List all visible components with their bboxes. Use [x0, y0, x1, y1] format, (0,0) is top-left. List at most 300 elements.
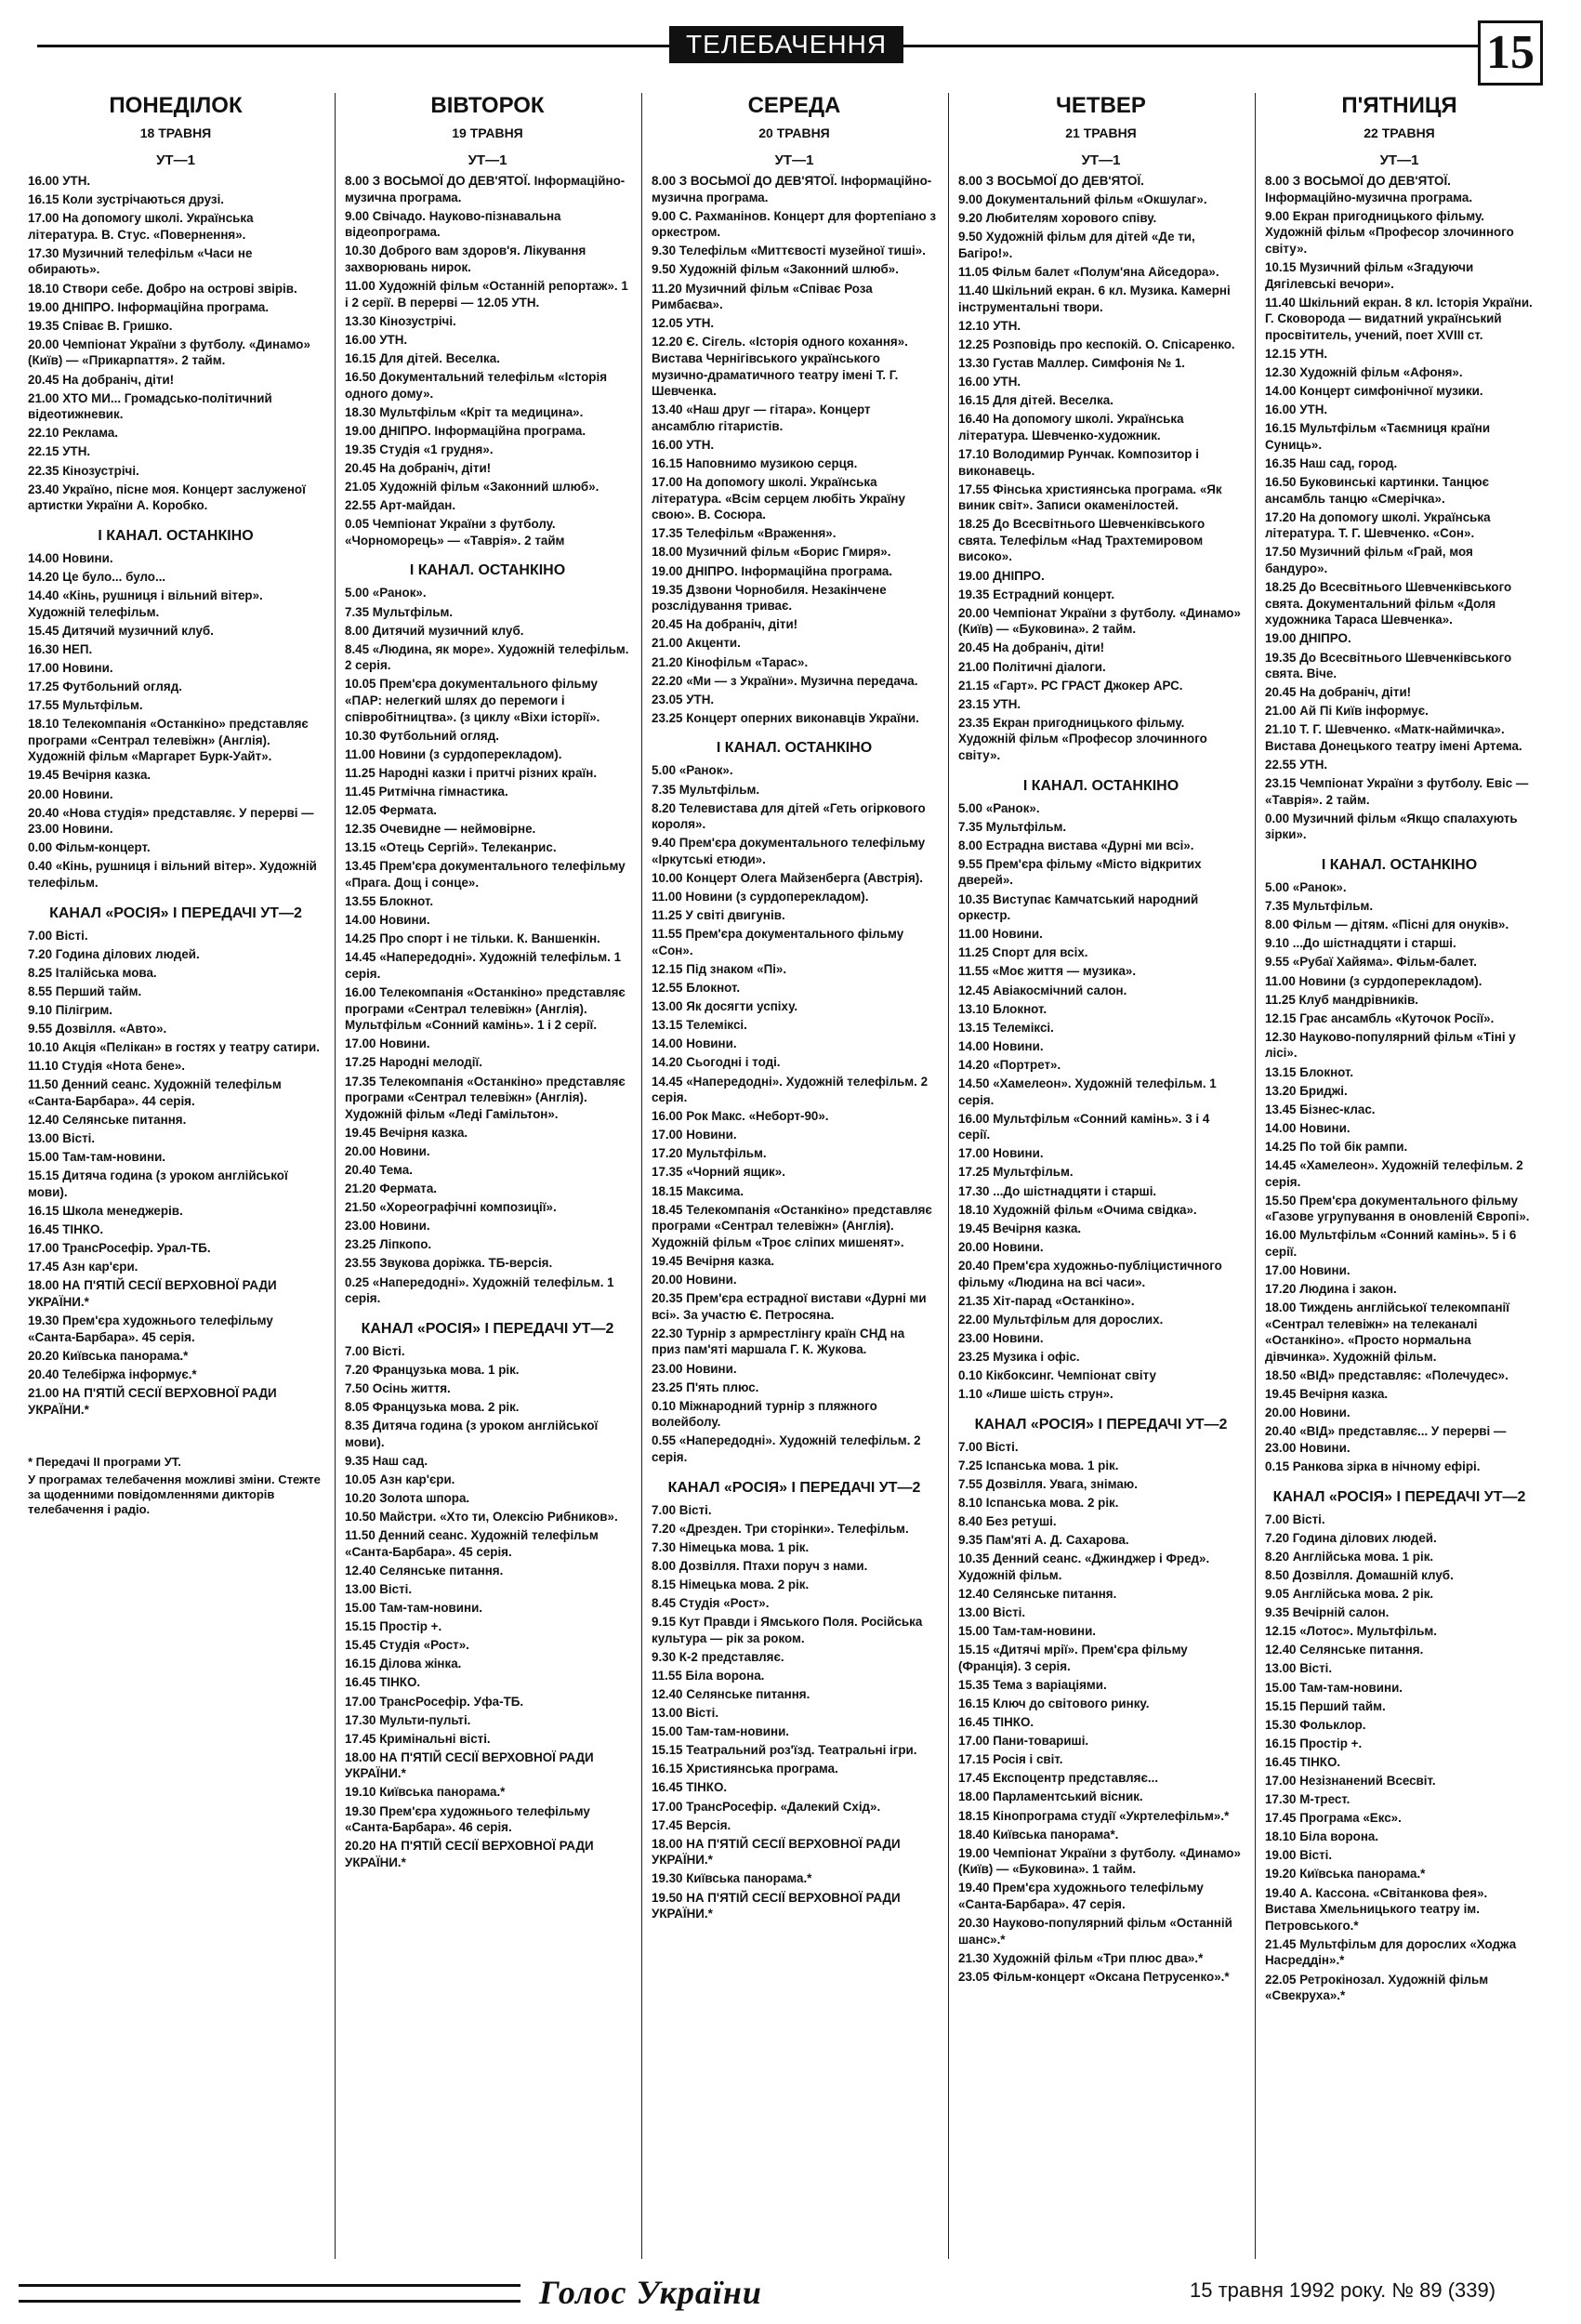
program-item: 22.35 Кінозустрічі.: [28, 463, 139, 478]
program-item: 16.15 Школа менеджерів.: [28, 1203, 183, 1218]
program-item: 22.55 Арт-майдан.: [345, 498, 456, 513]
program-item: 9.30 К-2 представляє.: [652, 1649, 784, 1664]
program-item: 12.40 Селянське питання.: [28, 1113, 187, 1127]
program-item: 17.00 ТрансРосефір. «Далекий Схід».: [652, 1799, 881, 1814]
program-item: 14.45 «Напередодні». Художній телефільм. 2 серія.: [652, 1074, 929, 1105]
program-item: 22.30 Турнір з армрестлінгу країн СНД на приз пам'яті маршала Г. К. Жукова.: [652, 1326, 905, 1357]
program-item: 16.45 ТІНКО.: [1265, 1754, 1341, 1769]
program-item: 11.40 Шкільний екран. 8 кл. Історія України. Г. Сковорода — видатний український просвітитель, учений, поет XVIII ст.: [1265, 295, 1533, 342]
program-item: 20.00 Новини.: [345, 1143, 430, 1158]
program-item: 21.15 «Гарт». РС ГРАСТ Джокер АРС.: [958, 678, 1183, 693]
program-item: 16.00 УТН.: [958, 375, 1021, 390]
program-item: 17.15 Росія і світ.: [958, 1752, 1063, 1767]
program-item: 17.00 ТрансРосефір. Уфа-ТБ.: [345, 1694, 524, 1709]
program-item: 10.00 Концерт Олега Майзенберга (Австрія).: [652, 870, 923, 885]
program-item: 16.15 Наповнимо музикою серця.: [652, 456, 858, 470]
program-item: 10.30 Футбольний огляд.: [345, 728, 499, 743]
program-item: 10.35 Виступає Камчатський народний оркестр.: [958, 891, 1199, 923]
program-item: 12.05 УТН.: [652, 316, 715, 331]
program-item: 9.35 Наш сад.: [345, 1453, 428, 1468]
program-item: 19.00 Вісті.: [1265, 1848, 1333, 1863]
program-item: 0.00 Музичний фільм «Якщо спалахують зірки».: [1265, 811, 1518, 842]
program-item: 9.30 Телефільм «Миттєвості музейної тиші».: [652, 244, 926, 258]
program-item: 17.20 Людина і закон.: [1265, 1282, 1397, 1297]
program-item: 19.00 ДНІПРО. Інформаційна програма.: [345, 423, 586, 438]
program-item: 19.30 Прем'єра художнього телефільму «Санта-Барбара». 45 серія.: [28, 1314, 273, 1344]
program-item: 19.00 Чемпіонат України з футболу. «Динамо» (Київ) — «Буковина». 1 тайм.: [958, 1845, 1241, 1877]
program-item: 21.00 Акценти.: [652, 636, 741, 651]
program-item: 21.05 Художній фільм «Законний шлюб».: [345, 480, 599, 495]
program-item: 12.40 Селянське питання.: [345, 1563, 504, 1578]
program-item: 0.25 «Напередодні». Художній телефільм. 1 серія.: [345, 1274, 614, 1306]
program-item: 11.20 Музичний фільм «Співає Роза Римбаєва».: [652, 281, 873, 312]
program-item: 18.10 Створи себе. Добро на острові звірів.: [28, 281, 297, 296]
program-item: 5.00 «Ранок».: [1265, 880, 1347, 895]
program-item: 8.00 З ВОСЬМОЇ ДО ДЕВ'ЯТОЇ. Інформаційно-музична програма.: [1265, 174, 1473, 205]
program-item: 17.55 Мультфільм.: [28, 698, 143, 713]
program-item: 23.25 П'ять плюс.: [652, 1380, 759, 1394]
program-item: 18.00 Парламентський вісник.: [958, 1789, 1143, 1804]
program-item: 23.25 Концерт оперних виконавців України.: [652, 710, 919, 725]
program-item: 22.55 УТН.: [1265, 758, 1328, 772]
program-item: 19.40 Прем'єра художнього телефільму «Санта-Барбара». 47 серія.: [958, 1881, 1204, 1912]
program-item: 9.05 Англійська мова. 2 рік.: [1265, 1587, 1434, 1602]
program-item: 15.45 Студія «Рост».: [345, 1638, 469, 1653]
program-item: 17.50 Музичний фільм «Грай, моя бандуро».: [1265, 545, 1473, 576]
program-item: 22.05 Ретрокінозал. Художній фільм «Свекруха».*: [1265, 1972, 1489, 2003]
program-item: 20.35 Прем'єра естрадної вистави «Дурні ми всі». За участю Є. Петросяна.: [652, 1291, 927, 1322]
program-item: 13.45 Прем'єра документального телефільму «Прага. Дощ і сонце».: [345, 859, 626, 890]
program-item: 18.15 Максима.: [652, 1183, 744, 1198]
program-item: 5.00 «Ранок».: [958, 800, 1040, 815]
program-item: 8.55 Перший тайм.: [28, 984, 142, 998]
program-item: 21.00 ХТО МИ... Громадсько-політичний відеотижневик.: [28, 390, 272, 422]
program-item: 9.50 Художній фільм для дітей «Де ти, Багірo!».: [958, 230, 1195, 260]
program-item: 10.30 Доброго вам здоров'я. Лікування захворювань нирок.: [345, 244, 586, 274]
channel-heading: І КАНАЛ. ОСТАНКІНО: [98, 527, 254, 544]
program-item: 17.30 Мульти-пульті.: [345, 1712, 471, 1727]
program-item: 7.00 Вісті.: [958, 1439, 1019, 1454]
program-item: 0.40 «Кінь, рушниця і вільний вітер». Художній телефільм.: [28, 859, 317, 890]
program-item: 16.15 Ділова жінка.: [345, 1657, 462, 1671]
program-item: 0.05 Чемпіонат України з футболу. «Чорноморець» — «Таврія». 2 тайм: [345, 517, 565, 548]
program-item: 19.35 Співає В. Гришко.: [28, 318, 173, 333]
day-heading: СЕРЕДА: [747, 93, 841, 118]
program-item: 18.25 До Всесвітнього Шевченківського свята. Телефільм «Над Трахтемировом високо».: [958, 517, 1206, 564]
program-item: 13.15 «Отець Сергій». Телеканрис.: [345, 840, 557, 855]
program-item: 13.20 Бриджі.: [1265, 1083, 1348, 1098]
program-item: 5.00 «Ранок».: [345, 586, 427, 601]
footer-rule-left: [19, 2284, 520, 2303]
program-item: 23.25 Музика і офіс.: [958, 1349, 1080, 1364]
program-item: 11.00 Новини.: [958, 927, 1043, 942]
day-column: [335, 93, 630, 2259]
program-item: 19.00 ДНІПРО.: [1265, 631, 1351, 646]
program-item: 16.50 Буковинські картинки. Танцює ансамбль танцю «Смерічка».: [1265, 475, 1490, 506]
program-item: 7.35 Мультфільм.: [652, 782, 760, 797]
program-item: 11.45 Ритмічна гімнастика.: [345, 785, 508, 799]
program-item: 12.05 Фермата.: [345, 803, 438, 818]
channel-heading: І КАНАЛ. ОСТАНКІНО: [409, 562, 566, 579]
program-item: 13.30 Густав Маллер. Симфонія № 1.: [958, 355, 1186, 370]
program-item: 11.40 Шкільний екран. 6 кл. Музика. Камерні інструментальні твори.: [958, 284, 1231, 314]
program-item: 12.40 Селянське питання.: [958, 1586, 1117, 1601]
program-item: 23.05 Фільм-концерт «Оксана Петрусенко».*: [958, 1969, 1230, 1984]
program-item: 20.45 На добраніч, діти!: [958, 640, 1105, 655]
program-item: 16.40 На допомогу школі. Українська література. Шевченко-художник.: [958, 412, 1184, 442]
program-item: 20.40 Тема.: [345, 1162, 413, 1177]
program-item: 20.40 Телебіржа інформує.*: [28, 1367, 197, 1381]
program-item: 8.00 Фільм — дітям. «Пісні для онуків».: [1265, 918, 1509, 932]
program-item: 12.40 Селянське питання.: [652, 1687, 810, 1701]
program-item: 12.25 Розповідь про кеспокій. О. Спісаренко.: [958, 337, 1235, 351]
program-item: 18.50 «ВІД» представляє: «Полечудес».: [1265, 1368, 1509, 1383]
program-item: 10.35 Денний сеанс. «Джинджер і Фред». Художній фільм.: [958, 1552, 1210, 1582]
program-item: 8.35 Дитяча година (з уроком англійської мови).: [345, 1419, 599, 1449]
issue-info: 15 травня 1992 року. № 89 (339): [1190, 2278, 1496, 2302]
program-item: 8.15 Німецька мова. 2 рік.: [652, 1577, 810, 1591]
channel-heading: УТ—1: [1081, 152, 1121, 168]
program-item: 16.00 Мультфільм «Сонний камінь». 5 і 6 серії.: [1265, 1228, 1517, 1259]
day-heading: П'ЯТНИЦЯ: [1341, 93, 1457, 118]
program-item: 18.00 Тиждень англійської телекомпанії «Сентрал телевіжн» на телеканалі «Останкіно». «Просто нормальна дівчинка». Художній фільм.: [1265, 1301, 1510, 1364]
program-item: 21.20 Кінофільм «Тарас».: [652, 654, 809, 669]
program-item: 14.45 «Напередодні». Художній телефільм. 1 серія.: [345, 950, 622, 981]
program-item: 19.45 Вечірня казка.: [28, 768, 152, 783]
program-item: 20.40 «ВІД» представляє... У перерві — 23.00 Новини.: [1265, 1424, 1507, 1455]
program-item: 13.40 «Наш друг — гітара». Концерт ансамблю гітаристів.: [652, 403, 871, 433]
program-item: 16.15 Ключ до світового ринку.: [958, 1697, 1150, 1710]
program-item: 17.35 Телефільм «Враження».: [652, 526, 837, 541]
program-item: 12.55 Блокнот.: [652, 981, 741, 996]
program-item: 13.55 Блокнот.: [345, 894, 434, 909]
day-column: [641, 93, 937, 2259]
program-item: 8.40 Без ретуші.: [958, 1514, 1057, 1529]
program-item: 16.15 Для дітей. Веселка.: [345, 350, 500, 365]
program-item: 18.00 НА П'ЯТІЙ СЕСІЇ ВЕРХОВНОЇ РАДИ УКРАЇНИ.*: [28, 1278, 277, 1309]
program-item: 19.45 Вечірня казка.: [958, 1221, 1082, 1235]
program-item: 14.00 Новини.: [345, 913, 430, 928]
tv-schedule: [28, 93, 1534, 2259]
program-item: 1.10 «Лише шість струн».: [958, 1387, 1113, 1402]
program-item: 14.20 «Портрет».: [958, 1057, 1061, 1072]
program-item: 15.15 Перший тайм.: [1265, 1698, 1386, 1713]
program-item: 11.55 Прем'єра документального фільму «Сон».: [652, 927, 904, 957]
program-item: 16.00 УТН.: [652, 437, 715, 452]
program-item: 5.00 «Ранок».: [652, 763, 733, 778]
day-date: 18 ТРАВНЯ: [139, 125, 212, 140]
program-item: 9.40 Прем'єра документального телефільму «Іркутські етюди».: [652, 836, 926, 866]
program-item: 16.45 ТІНКО.: [652, 1780, 728, 1795]
day-date: 22 ТРАВНЯ: [1364, 125, 1435, 140]
program-item: 13.15 Телеміксі.: [652, 1018, 747, 1033]
day-date: 20 ТРАВНЯ: [758, 125, 830, 140]
program-item: 16.15 Християнська програма.: [652, 1762, 838, 1776]
program-item: 8.00 Естрадна вистава «Дурні ми всі».: [958, 838, 1194, 852]
program-item: 15.00 Там-там-новини.: [652, 1724, 790, 1739]
program-item: 11.05 Фільм балет «Полум'яна Айседора».: [958, 264, 1219, 279]
day-date: 19 ТРАВНЯ: [452, 125, 523, 140]
program-item: 17.10 Володимир Рунчак. Композитор і виконавець.: [958, 446, 1199, 478]
program-item: 13.00 Вісті.: [28, 1131, 96, 1146]
program-item: 20.00 Чемпіонат України з футболу. «Динамо» (Київ) — «Прикарпаття». 2 тайм.: [28, 337, 310, 368]
program-item: 11.00 Новини (з сурдоперекладом).: [1265, 973, 1482, 988]
program-item: 11.00 Художній фільм «Останній репортаж». 1 і 2 серії. В перерві — 12.05 УТН.: [345, 279, 628, 310]
program-item: 17.45 Експоцентр представляє...: [958, 1771, 1159, 1786]
program-item: 21.20 Фермата.: [345, 1182, 438, 1196]
program-item: 18.30 Мультфільм «Кріт та медицина».: [345, 404, 584, 419]
program-item: 14.25 Про спорт і не тільки. К. Ваншенкін.: [345, 931, 600, 946]
program-item: 9.00 С. Рахманінов. Концерт для фортепіано з оркестром.: [652, 208, 937, 240]
program-item: 9.20 Любителям хорового співу.: [958, 211, 1157, 226]
program-item: 18.00 НА П'ЯТІЙ СЕСІЇ ВЕРХОВНОЇ РАДИ УКРАЇНИ.*: [652, 1836, 901, 1868]
program-item: 22.15 УТН.: [28, 444, 91, 459]
program-item: 14.20 Сьогодні і тоді.: [652, 1055, 781, 1070]
program-item: 21.00 НА П'ЯТІЙ СЕСІЇ ВЕРХОВНОЇ РАДИ УКРАЇНИ.*: [28, 1385, 277, 1417]
program-item: 7.00 Вісті.: [1265, 1512, 1325, 1526]
program-item: 17.35 «Чорний ящик».: [652, 1165, 785, 1180]
program-item: 18.25 До Всесвітнього Шевченківського свята. Документальний фільм «Доля художника Тараса Шевченка».: [1265, 580, 1512, 627]
day-column: [1255, 93, 1534, 2259]
program-item: 10.50 Майстри. «Хто ти, Олексію Рибников».: [345, 1510, 618, 1525]
program-item: 23.00 Новини.: [958, 1330, 1044, 1345]
program-item: 16.15 Для дітей. Веселка.: [958, 393, 1113, 408]
program-item: 9.10 Пілігрим.: [28, 1002, 112, 1017]
program-item: 20.45 На добраніч, діти!: [1265, 685, 1412, 700]
program-item: 15.45 Дитячий музичний клуб.: [28, 623, 214, 638]
program-item: 20.30 Науково-популярний фільм «Останній шанс».*: [958, 1916, 1232, 1947]
program-item: 0.15 Ранкова зірка в нічному ефірі.: [1265, 1459, 1481, 1474]
program-item: 21.00 Політичні діалоги.: [958, 659, 1106, 674]
channel-heading: УТ—1: [156, 152, 195, 168]
program-item: 7.00 Вісті.: [28, 928, 88, 943]
program-item: 7.00 Вісті.: [345, 1343, 405, 1358]
program-item: 9.55 «Рубаї Хайяма». Фільм-балет.: [1265, 955, 1477, 970]
program-item: 9.55 Прем'єра фільму «Місто відкритих дверей».: [958, 856, 1202, 888]
program-item: 12.15 Грає ансамбль «Куточок Росії».: [1265, 1010, 1495, 1025]
program-item: 8.00 З ВОСЬМОЇ ДО ДЕВ'ЯТОЇ.: [958, 174, 1144, 188]
program-item: 17.30 ...До шістнадцяти і старші.: [958, 1183, 1157, 1198]
program-item: 8.20 Англійська мова. 1 рік.: [1265, 1549, 1434, 1564]
program-item: 20.00 Новини.: [958, 1239, 1044, 1254]
program-item: 20.40 «Нова студія» представляє. У перерві — 23.00 Новини.: [28, 805, 314, 837]
program-item: 22.20 «Ми — з України». Музична передача.: [652, 673, 918, 688]
channel-heading: УТ—1: [774, 152, 814, 168]
program-item: 17.00 Новини.: [652, 1128, 737, 1142]
program-item: 17.25 Народні мелодії.: [345, 1055, 482, 1070]
day-date: 21 ТРАВНЯ: [1065, 125, 1137, 140]
program-item: 13.00 Вісті.: [345, 1581, 413, 1596]
channel-heading: І КАНАЛ. ОСТАНКІНО: [1321, 857, 1478, 874]
program-item: 16.00 Мультфільм «Сонний камінь». 3 і 4 серії.: [958, 1111, 1210, 1142]
program-item: 7.00 Вісті.: [652, 1502, 712, 1517]
program-item: 10.15 Музичний фільм «Згадуючи Дягілевські вечори».: [1265, 259, 1474, 291]
program-item: 12.30 Художній фільм «Афоня».: [1265, 365, 1463, 380]
program-item: 7.35 Мультфільм.: [345, 604, 454, 619]
program-item: 10.05 Азн кар'єри.: [345, 1472, 455, 1486]
program-item: 20.45 На добраніч, діти!: [345, 461, 492, 475]
page-header: [37, 26, 1543, 79]
program-item: 11.25 Клуб мандрівників.: [1265, 992, 1419, 1007]
program-item: 16.00 Телекомпанія «Останкіно» представляє програми «Сентрал телевіжн» (Англія). Мультфільм «Сонний камінь». 1 і 2 серії.: [345, 985, 626, 1033]
program-item: 10.10 Акція «Пелікан» в гостях у театру сатири.: [28, 1040, 320, 1055]
program-item: 7.35 Мультфільм.: [958, 819, 1067, 834]
program-item: 0.55 «Напередодні». Художній телефільм. 2 серія.: [652, 1433, 921, 1464]
program-item: 20.00 Новини.: [1265, 1406, 1350, 1420]
channel-heading: КАНАЛ «РОСІЯ» І ПЕРЕДАЧІ УТ—2: [974, 1416, 1228, 1433]
program-item: 7.35 Мультфільм.: [1265, 899, 1374, 914]
program-item: 8.10 Іспанська мова. 2 рік.: [958, 1495, 1119, 1510]
page-number: 15: [1478, 20, 1543, 86]
program-item: 12.15 УТН.: [1265, 346, 1328, 361]
program-item: 20.00 Новини.: [652, 1273, 737, 1287]
program-item: 17.00 Незізнанений Всесвіт.: [1265, 1773, 1436, 1788]
footnote: У програмах телебачення можливі зміни. Стежте за щоденними повідомленнями дикторів телебачення і радіо.: [28, 1472, 321, 1516]
channel-heading: КАНАЛ «РОСІЯ» І ПЕРЕДАЧІ УТ—2: [49, 905, 302, 921]
program-item: 18.40 Київська панорама*.: [958, 1827, 1119, 1842]
program-item: 17.30 Музичний телефільм «Часи не обирають».: [28, 245, 253, 277]
program-item: 13.45 Бізнес-клас.: [1265, 1102, 1376, 1116]
program-item: 11.00 Новини (з сурдоперекладом).: [652, 890, 869, 905]
program-item: 13.30 Кінозустрічі.: [345, 313, 456, 328]
channel-heading: КАНАЛ «РОСІЯ» І ПЕРЕДАЧІ УТ—2: [667, 1479, 921, 1496]
program-item: 8.00 З ВОСЬМОЇ ДО ДЕВ'ЯТОЇ. Інформаційно-музична програма.: [345, 174, 626, 205]
program-item: 16.15 Мультфільм «Таємниця країни Суниць».: [1265, 421, 1491, 452]
program-item: 7.25 Іспанська мова. 1 рік.: [958, 1458, 1119, 1472]
program-item: 17.55 Фінська християнська програма. «Як виник світ». Записи окаменілостей.: [958, 482, 1222, 513]
program-item: 19.45 Вечірня казка.: [652, 1253, 775, 1268]
program-item: 21.45 Мультфільм для дорослих «Ходжа Насреддін».*: [1265, 1936, 1517, 1968]
program-item: 19.30 Прем'єра художнього телефільму «Санта-Барбара». 46 серія.: [345, 1803, 590, 1835]
program-item: 11.50 Денний сеанс. Художній телефільм «Санта-Барбара». 44 серія.: [28, 1077, 282, 1108]
program-item: 7.20 Година ділових людей.: [1265, 1530, 1437, 1545]
program-item: 12.40 Селянське питання.: [1265, 1643, 1424, 1657]
program-item: 16.45 ТІНКО.: [345, 1675, 421, 1690]
program-item: 17.25 Футбольний огляд.: [28, 679, 182, 693]
program-item: 8.45 «Людина, як море». Художній телефільм. 2 серія.: [345, 641, 629, 673]
program-item: 8.00 Дозвілля. Птахи поруч з нами.: [652, 1558, 868, 1573]
program-item: 17.25 Мультфільм.: [958, 1165, 1074, 1180]
program-item: 17.00 На допомогу школі. Українська література. В. Стус. «Повернення».: [28, 211, 254, 242]
program-item: 15.15 Дитяча година (з уроком англійської мови).: [28, 1169, 288, 1199]
channel-heading: І КАНАЛ. ОСТАНКІНО: [716, 740, 873, 757]
program-item: 17.00 ТрансРосефір. Урал-ТБ.: [28, 1241, 211, 1256]
program-item: 15.35 Тема з варіаціями.: [958, 1677, 1107, 1692]
program-item: 9.00 Документальний фільм «Окшулаг».: [958, 192, 1207, 207]
program-item: 11.25 Народні казки і притчі різних країн.: [345, 765, 598, 780]
channel-heading: І КАНАЛ. ОСТАНКІНО: [1022, 777, 1179, 794]
program-item: 17.00 На допомогу школі. Українська література. «Всім серцем любіть Україну свою». В. Сосюра.: [652, 475, 905, 522]
program-item: 16.15 Простір +.: [1265, 1736, 1363, 1750]
program-item: 13.00 Вісті.: [652, 1706, 719, 1721]
program-item: 12.10 УТН.: [958, 318, 1021, 333]
program-item: 14.00 Новини.: [28, 550, 113, 565]
newspaper-masthead: Голос України: [539, 2274, 762, 2311]
program-item: 16.00 УТН.: [28, 174, 91, 188]
program-item: 14.00 Новини.: [1265, 1120, 1350, 1135]
program-item: 17.00 Новини.: [345, 1037, 430, 1051]
program-item: 13.10 Блокнот.: [958, 1001, 1047, 1016]
program-item: 7.55 Дозвілля. Увага, знімаю.: [958, 1476, 1138, 1491]
program-item: 7.50 Осінь життя.: [345, 1380, 451, 1395]
program-item: 17.00 Новини.: [958, 1146, 1044, 1161]
program-item: 9.35 Пам'яті А. Д. Сахарова.: [958, 1533, 1129, 1548]
program-item: 15.00 Там-там-новини.: [958, 1624, 1097, 1639]
program-item: 14.00 Новини.: [652, 1037, 737, 1051]
program-item: 23.00 Новини.: [345, 1219, 430, 1234]
program-item: 22.10 Реклама.: [28, 426, 118, 441]
program-item: 20.00 Чемпіонат України з футболу. «Динамо» (Київ) — «Буковина». 2 тайм.: [958, 605, 1241, 637]
program-item: 17.35 Телекомпанія «Останкіно» представляє програми «Сентрал телевіжн» (Англія). Художній фільм «Леді Гамільтон».: [345, 1074, 626, 1121]
program-item: 17.20 Мультфільм.: [652, 1146, 767, 1161]
program-item: 12.30 Науково-популярний фільм «Тіні у лісі».: [1265, 1029, 1516, 1061]
program-item: 17.00 Пани-товариші.: [958, 1734, 1089, 1749]
program-item: 18.10 Художній фільм «Очима свідка».: [958, 1202, 1197, 1217]
program-item: 11.55 Біла ворона.: [652, 1668, 765, 1683]
program-item: 19.45 Вечірня казка.: [1265, 1387, 1389, 1402]
program-item: 8.00 З ВОСЬМОЇ ДО ДЕВ'ЯТОЇ. Інформаційно-музична програма.: [652, 174, 932, 205]
program-item: 15.00 Там-там-новини.: [28, 1150, 166, 1165]
program-item: 19.00 ДНІПРО.: [958, 568, 1045, 583]
program-item: 8.05 Французька мова. 2 рік.: [345, 1400, 520, 1414]
program-item: 16.35 Наш сад, город.: [1265, 456, 1398, 470]
program-item: 21.35 Хіт-парад «Останкіно».: [958, 1293, 1135, 1308]
program-item: 11.50 Денний сеанс. Художній телефільм «Санта-Барбара». 45 серія.: [345, 1528, 599, 1559]
program-item: 18.00 Музичний фільм «Борис Гмиря».: [652, 545, 891, 560]
program-item: 17.45 Кримінальні вісті.: [345, 1731, 491, 1746]
program-item: 17.45 Азн кар'єри.: [28, 1260, 138, 1274]
program-item: 9.15 Кут Правди і Ямського Поля. Російська культура — рік за роком.: [652, 1615, 923, 1645]
program-item: 14.50 «Хамелеон». Художній телефільм. 1 серія.: [958, 1076, 1217, 1107]
day-column: [28, 93, 323, 2259]
program-item: 20.20 Київська панорама.*: [28, 1348, 189, 1363]
program-item: 11.25 У світі двигунів.: [652, 908, 785, 923]
program-item: 10.20 Золота шпора.: [345, 1490, 470, 1505]
program-item: 22.00 Мультфільм для дорослих.: [958, 1312, 1164, 1327]
footnote: * Передачі II програми УТ.: [28, 1455, 181, 1470]
program-item: 21.50 «Хореографічні композиції».: [345, 1200, 557, 1215]
program-item: 15.15 Театральний роз'їзд. Театральні ігри.: [652, 1743, 917, 1758]
program-item: 23.55 Звукова доріжка. ТБ-версія.: [345, 1256, 553, 1271]
program-item: 16.30 НЕП.: [28, 641, 93, 656]
program-item: 0.10 Кікбоксинг. Чемпіонат світу: [958, 1368, 1156, 1382]
program-item: 8.25 Італійська мова.: [28, 965, 157, 980]
program-item: 20.45 На добраніч, діти!: [28, 372, 175, 387]
program-item: 19.20 Київська панорама.*: [1265, 1867, 1426, 1882]
program-item: 20.40 Прем'єра художньо-публіцистичного фільму «Людина на всі часи».: [958, 1258, 1222, 1289]
program-item: 15.00 Там-там-новини.: [345, 1601, 483, 1616]
program-item: 13.00 Вісті.: [958, 1605, 1026, 1620]
program-item: 0.10 Міжнародний турнір з пляжного волейболу.: [652, 1398, 877, 1430]
program-item: 18.00 НА П'ЯТІЙ СЕСІЇ ВЕРХОВНОЇ РАДИ УКРАЇНИ.*: [345, 1750, 594, 1781]
program-item: 16.45 ТІНКО.: [28, 1222, 104, 1237]
program-item: 9.50 Художній фільм «Законний шлюб».: [652, 262, 899, 277]
program-item: 13.00 Вісті.: [1265, 1661, 1333, 1676]
program-item: 19.45 Вечірня казка.: [345, 1125, 468, 1140]
program-item: 7.30 Німецька мова. 1 рік.: [652, 1539, 810, 1554]
program-item: 17.45 Програма «Екс».: [1265, 1811, 1402, 1826]
channel-heading: КАНАЛ «РОСІЯ» І ПЕРЕДАЧІ УТ—2: [361, 1320, 614, 1337]
program-item: 9.00 Екран пригодницького фільму. Художній фільм «Професор злочинного світу».: [1265, 208, 1514, 256]
program-item: 23.35 Екран пригодницького фільму. Художній фільм «Професор злочинного світу».: [958, 715, 1207, 762]
program-item: 10.05 Прем'єра документального фільму «ПАР: нелегкий шлях до перемоги і співробітництва». (з циклу «Віхи історії».: [345, 677, 600, 724]
program-item: 14.25 По той бік рампи.: [1265, 1139, 1408, 1154]
program-item: 12.45 Авіакосмічний салон.: [958, 983, 1127, 997]
program-item: 23.00 Новини.: [652, 1361, 737, 1376]
program-item: 18.15 Кінопрограма студії «Укртелефільм».*: [958, 1808, 1230, 1823]
program-item: 16.45 ТІНКО.: [958, 1715, 1034, 1730]
channel-heading: КАНАЛ «РОСІЯ» І ПЕРЕДАЧІ УТ—2: [1272, 1488, 1526, 1505]
